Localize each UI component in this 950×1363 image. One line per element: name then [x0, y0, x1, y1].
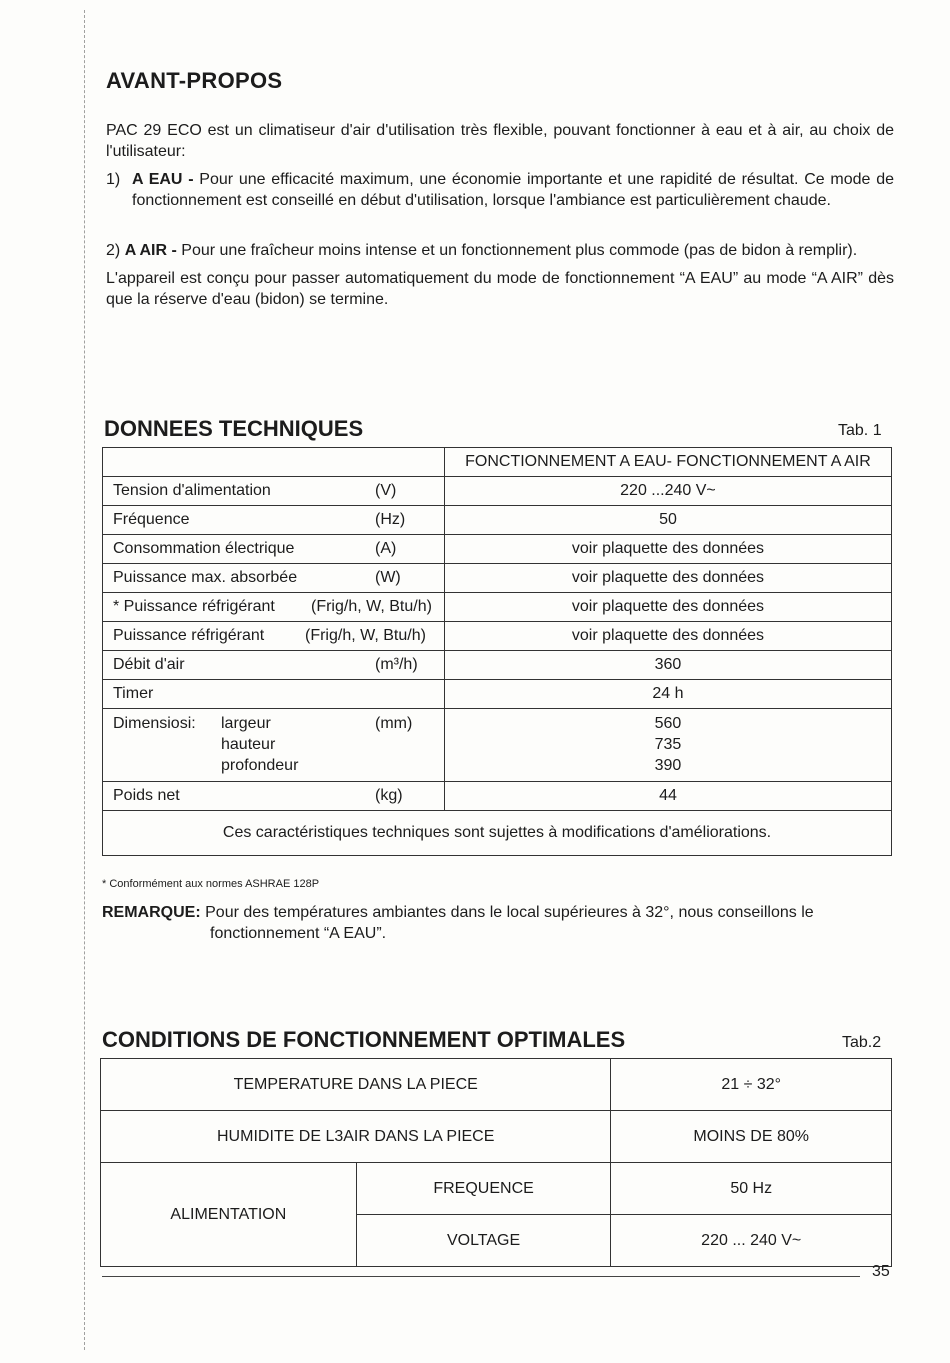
row-value: 24 h	[444, 680, 891, 709]
conditions-table	[100, 1058, 892, 1267]
item-text: Pour une efficacité maximum, une économie importante et une rapidité de résultat. Ce mode de fonctionnement est conseillé en début d'utilisation, lorsque l'ambiance est particulièrement chaude.	[132, 171, 894, 209]
row-value: 21 ÷ 32°	[611, 1059, 892, 1111]
row-label: Poids net	[113, 787, 180, 804]
row-label: Puissance réfrigérant	[113, 627, 265, 644]
row-label: Tension d'alimentation	[113, 482, 271, 499]
table-row-dimensions	[103, 709, 892, 782]
remarque-text-continued: fonctionnement “A EAU”.	[210, 925, 387, 942]
table-row	[103, 680, 892, 709]
row-unit: (A)	[375, 540, 397, 557]
table-row	[103, 506, 892, 535]
row-value: 50 Hz	[611, 1163, 892, 1215]
item-text: Pour une fraîcheur moins intense et un fonctionnement plus commode (pas de bidon à remplir).	[176, 242, 858, 259]
item-key: A AIR -	[124, 242, 177, 259]
row-sub-label: FREQUENCE	[356, 1163, 611, 1215]
table-note: Ces caractéristiques techniques sont sujettes à modifications d'améliorations.	[103, 811, 892, 856]
remarque-paragraph	[102, 902, 892, 944]
section-title-conditions: CONDITIONS DE FONCTIONNEMENT OPTIMALES	[102, 1027, 626, 1052]
row-unit: (Frig/h, W, Btu/h)	[311, 598, 432, 615]
table-reference: Tab.2	[842, 1034, 882, 1051]
dimension-sub-label: largeur	[221, 715, 271, 732]
intro-paragraph: PAC 29 ECO est un climatiseur d'air d'utilisation très flexible, pouvant fonctionner à eau et à air, au choix de l'utilisateur:	[106, 122, 894, 160]
row-label: TEMPERATURE DANS LA PIECE	[101, 1059, 611, 1111]
table-row	[103, 622, 892, 651]
row-unit: (m³/h)	[375, 656, 418, 673]
row-label: Puissance max. absorbée	[113, 569, 298, 586]
row-sub-label: VOLTAGE	[356, 1215, 611, 1267]
table-row	[103, 782, 892, 811]
table-row	[103, 593, 892, 622]
table-header: FONCTIONNEMENT A EAU- FONCTIONNEMENT A AIR	[444, 448, 891, 477]
row-label: Timer	[113, 685, 154, 702]
table-row	[103, 535, 892, 564]
dimension-sub-label: hauteur	[221, 736, 276, 753]
section-title-avant-propos: AVANT-PROPOS	[106, 68, 283, 93]
row-value: 735	[654, 736, 682, 753]
row-unit: (Frig/h, W, Btu/h)	[305, 627, 426, 644]
table-reference: Tab. 1	[838, 422, 882, 439]
dimension-sub-label: profondeur	[221, 757, 299, 774]
remarque-text: Pour des températures ambiantes dans le local supérieures à 32°, nous conseillons le	[200, 904, 814, 921]
table-row	[103, 477, 892, 506]
table-row	[103, 564, 892, 593]
technical-data-table	[102, 447, 892, 856]
row-label: Dimensiosi:	[113, 715, 196, 732]
mode-item-air	[106, 240, 894, 261]
table-note-row	[103, 811, 892, 856]
item-key: A EAU -	[132, 171, 194, 188]
row-value: voir plaquette des données	[444, 564, 891, 593]
row-value: 50	[444, 506, 891, 535]
row-label: Fréquence	[113, 511, 190, 528]
row-unit: (kg)	[375, 787, 403, 804]
table-row	[103, 651, 892, 680]
section-title-donnees: DONNEES TECHNIQUES	[104, 416, 364, 441]
empty-header-cell	[103, 448, 445, 477]
row-label: Consommation électrique	[113, 540, 295, 557]
table-row	[101, 1163, 892, 1215]
row-label: * Puissance réfrigérant	[113, 598, 275, 615]
row-value: 44	[444, 782, 891, 811]
row-value: voir plaquette des données	[444, 593, 891, 622]
remarque-key: REMARQUE:	[102, 904, 201, 921]
row-unit: (V)	[375, 482, 397, 499]
row-unit: (Hz)	[375, 511, 406, 528]
item-number: 1)	[106, 171, 121, 188]
page-number: 35	[872, 1263, 890, 1280]
table-row	[101, 1111, 892, 1163]
row-label: HUMIDITE DE L3AIR DANS LA PIECE	[101, 1111, 611, 1163]
row-value: 390	[654, 757, 682, 774]
table-header-row	[103, 448, 892, 477]
row-value: MOINS DE 80%	[611, 1111, 892, 1163]
footer-rule	[102, 1276, 860, 1277]
row-value: 220 ... 240 V~	[611, 1215, 892, 1267]
closing-paragraph: L'appareil est conçu pour passer automatiquement du mode de fonctionnement “A EAU” au mode “A AIR” dès que la réserve d'eau (bidon) se termine.	[106, 270, 894, 308]
row-label: ALIMENTATION	[101, 1163, 357, 1267]
footnote: * Conformément aux normes ASHRAE 128P	[102, 878, 320, 890]
mode-item-eau	[106, 169, 894, 211]
margin-line	[84, 10, 86, 1350]
row-unit: (mm)	[375, 715, 413, 732]
row-value: voir plaquette des données	[444, 622, 891, 651]
table-row	[101, 1059, 892, 1111]
row-unit: (W)	[375, 569, 401, 586]
row-value: voir plaquette des données	[444, 535, 891, 564]
row-value: 360	[444, 651, 891, 680]
item-number: 2)	[106, 242, 121, 259]
row-value: 560	[654, 715, 682, 732]
row-value: 220 ...240 V~	[444, 477, 891, 506]
row-label: Débit d'air	[113, 656, 185, 673]
